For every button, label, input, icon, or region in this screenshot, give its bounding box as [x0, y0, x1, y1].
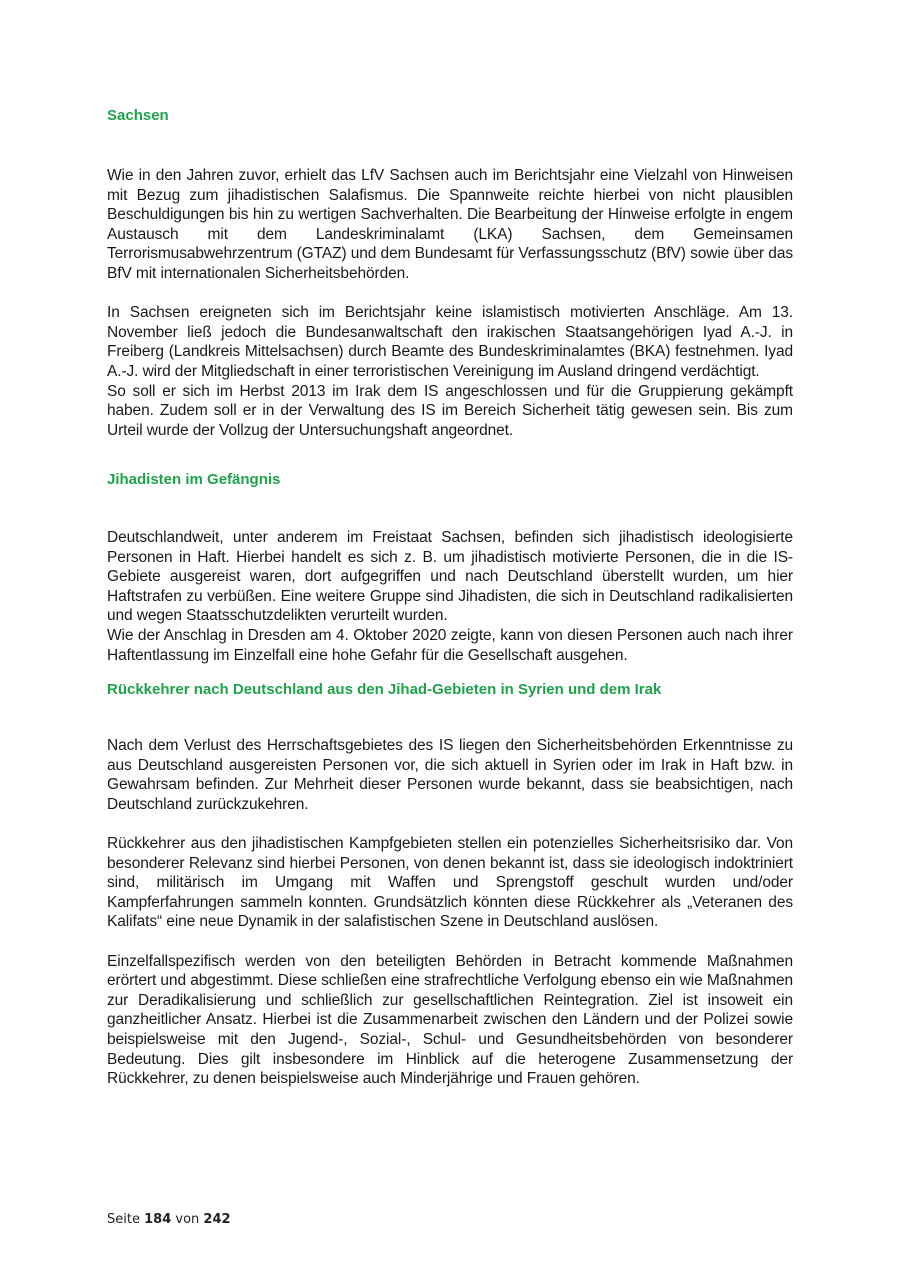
footer-prefix: Seite [107, 1212, 140, 1227]
paragraph: Wie der Anschlag in Dresden am 4. Oktober 2020 zeigte, kann von diesen Personen auch nach ihrer Haftentlassung im Einzelfall eine hohe Gefahr für die Gesellschaft ausgehen. [107, 626, 793, 664]
page-footer [107, 1212, 231, 1227]
paragraph: Wie in den Jahren zuvor, erhielt das LfV Sachsen auch im Berichtsjahr eine Vielzahl von Hinweisen mit Bezug zum jihadistischen Salafismus. Die Spannweite reichte hierbei von nicht plausiblen Beschuldigungen bis hin zu wertigen Sachverhalten. Die Bearbeitung der Hinweise erfolgte in engem Austausch mit dem Landeskriminalamt (LKA) Sachsen, dem Gemeinsamen Terrorismusabwehrzentrum (GTAZ) und dem Bundesamt für Verfassungsschutz (BfV) sowie über das BfV mit internationalen Sicherheitsbehörden. [107, 167, 793, 282]
paragraph: Rückkehrer aus den jihadistischen Kampfgebieten stellen ein potenzielles Sicherheitsrisiko dar. Von besonderer Relevanz sind hierbei Personen, von denen bekannt ist, dass sie ideologisch indoktriniert sind, militärisch im Umgang mit Waffen und Sprengstoff geschult wurden und/oder Kampferfahrungen sammeln konnten. Grundsätzlich könnten diese Rückkehrer als „Veteranen des Kalifats“ eine neue Dynamik in der salafistischen Szene in Deutschland auslösen. [107, 834, 793, 931]
section-sachsen [107, 106, 793, 440]
section-heading: Jihadisten im Gefängnis [107, 471, 281, 488]
section-jihadisten-im-gefaengnis [107, 470, 793, 665]
section-heading: Rückkehrer nach Deutschland aus den Jihad-Gebieten in Syrien und dem Irak [107, 681, 662, 698]
paragraph: In Sachsen ereigneten sich im Berichtsjahr keine islamistisch motivierten Anschläge. Am 13. November ließ jedoch die Bundesanwaltschaft den irakischen Staatsangehörigen Iyad A.-J. in Freiberg (Landkreis Mittelsachsen) durch Beamte des Bundeskriminalamtes (BKA) festnehmen. Iyad A.-J. wird der Mitgliedschaft in einer terroristischen Vereinigung im Ausland dringend verdächtigt. [107, 304, 793, 380]
paragraph: So soll er sich im Herbst 2013 im Irak dem IS angeschlossen und für die Gruppierung gekämpft haben. Zudem soll er in der Verwaltung des IS im Bereich Sicherheit tätig gewesen sein. Bis zum Urteil wurde der Vollzug der Untersuchungshaft angeordnet. [107, 382, 793, 439]
footer-middle: von [175, 1212, 200, 1227]
paragraph: Deutschlandweit, unter anderem im Freistaat Sachsen, befinden sich jihadistisch ideologisierte Personen in Haft. Hierbei handelt es sich z. B. um jihadistisch motivierte Personen, die in die IS-Gebiete ausgereist waren, dort aufgegriffen und nach Deutschland überstellt wurden, um hier Haftstrafen zu verbüßen. Eine weitere Gruppe sind Jihadisten, die sich in Deutschland radikalisierten und wegen Staatsschutzdelikten verurteilt wurden. [107, 529, 793, 625]
paragraph: Nach dem Verlust des Herrschaftsgebietes des IS liegen den Sicherheitsbehörden Erkenntnisse zu aus Deutschland ausgereisten Personen vor, die sich aktuell in Syrien oder im Irak in Haft bzw. in Gewahrsam befinden. Zur Mehrheit dieser Personen wurde bekannt, dass sie beabsichtigen, nach Deutschland zurückzukehren. [107, 737, 793, 813]
footer-page-number: 184 [144, 1212, 172, 1227]
section-rueckkehrer [107, 680, 793, 1089]
footer-total-pages: 242 [203, 1212, 231, 1227]
section-heading: Sachsen [107, 107, 169, 124]
paragraph: Einzelfallspezifisch werden von den beteiligten Behörden in Betracht kommende Maßnahmen erörtert und abgestimmt. Diese schließen eine strafrechtliche Verfolgung ebenso ein wie Maßnahmen zur Deradikalisierung und schließlich zur gesellschaftlichen Reintegration. Ziel ist insoweit ein ganzheitlicher Ansatz. Hierbei ist die Zusammenarbeit zwischen den Ländern und der Polizei sowie beispielsweise mit den Jugend-, Sozial-, Schul- und Gesundheitsbehörden von besonderer Bedeutung. Dies gilt insbesondere im Hinblick auf die heterogene Zusammensetzung der Rückkehrer, zu denen beispielsweise auch Minderjährige und Frauen gehören. [107, 952, 793, 1088]
